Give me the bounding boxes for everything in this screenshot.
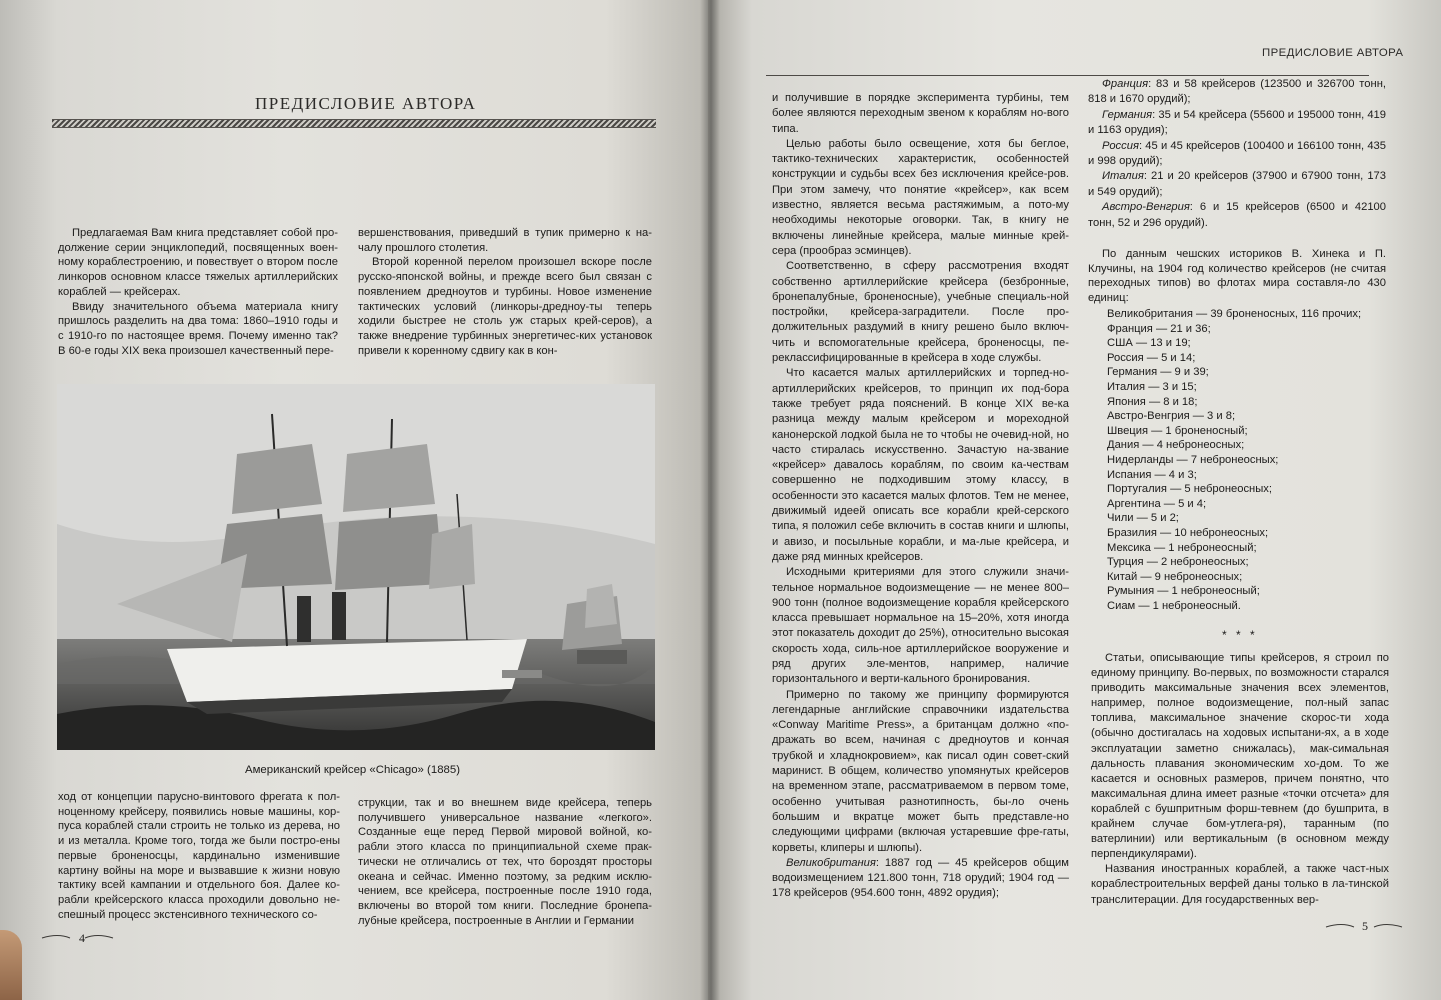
paragraph: Ввиду значительного объема материала книгу пришлось разделить на два тома: 1860–1910 годы и с 1910-го по настоящее время. Почему именно так? В 60-е годы XIX века произошел качественный пере- <box>58 300 338 357</box>
stat-row <box>1088 77 1386 108</box>
paragraph: Что касается малых артиллерийских и торпед-но-артиллерийских крейсеров, то принцип их под-бора также требует ряда пояснений. В конце XIX ве-ка разница между малым крейсером и мореходной канонерской лодкой была не то чтобы не очевид-ной, но часто стиралась искусственно. Зачастую на-звание «крейсер» давалось кораблям, по своим ка-чествам совершенно не подходившим этому классу, в особенности это касается малых флотов. Тем не менее, движимый идеей описать все корабли крей-серского типа, я положил себе включить в состав книги и шлюпы, и авизо, и посыльные корабли, и ма-лые крейсера, и даже ряд минных крейсеров. <box>772 367 1069 563</box>
list-item: Бразилия — 10 небронеосных; <box>1107 526 1269 539</box>
country-label: Германия <box>1102 108 1153 121</box>
country-label: Австро-Венгрия <box>1102 201 1190 214</box>
page-number: 4 <box>79 931 85 945</box>
fleet-statistics <box>1088 77 1386 231</box>
sailing-cruiser-drawing <box>57 384 655 750</box>
paragraph: ход от концепции парусно-винтового фрегата к пол-ноценному крейсеру, появились новые машины, кор-пуса кораблей стали строить не только из дерева, но и из металла. Кроме того, тогда же были постро-ены первые броненосцы, кардинально изменившие картину войны на море и вызвавшие к жизни новую тактику всей кампании и отдельного боя. Далее ко-рабли крейсерского класса проходили довольно не-спешный процесс экстенсивного технического со- <box>58 791 340 921</box>
stat-text: : 45 и 45 крейсеров (100400 и 166100 тонн, 435 и 998 орудий); <box>1088 139 1386 168</box>
country-label: Россия <box>1102 139 1139 152</box>
paragraph: Названия иностранных кораблей, а также част-ных кораблестроительных верфей даны только в ла-тинской транслитерации. Для государственных вер- <box>1091 863 1389 906</box>
paragraph: и получившие в порядке эксперимента турбины, тем более являются переходным звеном к кораблям но-вого типа. <box>772 92 1069 135</box>
czech-intro <box>1088 247 1386 306</box>
right-column-2-end <box>1091 651 1389 908</box>
list-item: Турция — 2 небронеосных; <box>1107 556 1249 569</box>
list-item: Румыния — 1 небронеосный; <box>1107 585 1260 598</box>
list-item: Аргентина — 5 и 4; <box>1107 497 1207 510</box>
stat-text: : 1887 год — 45 крейсеров общим водоизмещением 121.800 тонн, 718 орудий; 1904 год — 178 крейсеров (954.600 тонн, 4892 орудия); <box>772 856 1069 900</box>
stat-gb <box>772 856 1069 902</box>
paragraph: струкции, так и во внешнем виде крейсера, теперь получившего универсальное название «легкого». Созданные еще перед Первой мировой войной, ко-рабли этого класса по принципиальной схеме прак-тически не отличались от тех, что бороздят просторы океана и сейчас. Именно поэтому, за редким исклю-чением, все крейсера, построенные после 1910 года, включены во второй том книги. Последние бронепа-лубные крейсера, построенные в Англии и Германии <box>358 797 652 927</box>
list-item: Германия — 9 и 39; <box>1107 366 1209 379</box>
list-item: Австро-Венгрия — 3 и 8; <box>1107 410 1236 423</box>
left-column-2-top <box>358 226 652 358</box>
stat-row <box>1088 139 1386 170</box>
paragraph: По данным чешских историков В. Хинека и П. Клучины, на 1904 год количество крейсеров (не считая переходных типов) во флотах мира составля-ло 430 единиц: <box>1088 248 1386 305</box>
fleet-list <box>1107 307 1361 613</box>
paragraph: Статьи, описывающие типы крейсеров, я строил по единому принципу. Во-первых, по возможности старался приводить максимальные значения всех элементов, например, полное водоизмещение, пол-ный запас топлива, максимальное значение скорос-ти хода (обычно достигалась на ходовых испытани-ях, а в ходе эксплуатации заметно снижалась), мак-симальная дальность плавания экономическим хо-дом. То же касается и основных размеров, причем понятно, что максимальная длина имеет разные «точки отсчета» для кораблей с бушпритным форш-тевнем (до бушприта, в крайнем случае бом-утлега-ря), таранным (по ватерлинии) или вертикальным (в основном между перпендикулярами). <box>1091 652 1389 861</box>
paragraph: Целью работы было освещение, хотя бы беглое, тактико-технических характеристик, особенностей конструкции и судьбы всех без исключения крейсе-ров. При этом замечу, что понятие «крейсер», как всем известно, является весьма растяжимым, а пото-му необходимы некоторые оговорки. Так, в книгу не включены линейные крейсера, малые минные крей-сера (прообраз эсминцев). <box>772 137 1069 257</box>
list-item: Дания — 4 небронеосных; <box>1107 439 1245 452</box>
list-item: Япония — 8 и 18; <box>1107 395 1198 408</box>
stat-text: : 21 и 20 крейсеров (37900 и 67900 тонн, 173 и 549 орудий); <box>1088 170 1386 198</box>
stat-text: : 83 и 58 крейсеров (123500 и 326700 тонн, 818 и 1670 орудий); <box>1088 78 1386 106</box>
list-item: США — 13 и 19; <box>1107 337 1191 350</box>
stat-row <box>1088 108 1386 139</box>
paragraph: Второй коренной перелом произошел вскоре после русско-японской войны, и прежде всего был связан с появлением дредноутов и турбины. Новое изменение тактических условий (линкоры-дредноу-ты теперь ходили быстрее не столь уж старых крей-серов), а также внедрение турбинных энергетичес-ких установок привели к коренному сдвигу как в кон- <box>358 256 652 357</box>
thumb-holding-page <box>0 930 22 1000</box>
ship-illustration <box>57 384 655 750</box>
list-item: Нидерланды — 7 небронеосных; <box>1107 453 1279 466</box>
list-item: Франция — 21 и 36; <box>1107 322 1211 335</box>
paragraph: Предлагаемая Вам книга представляет собой про-должение серии энциклопедий, посвященных воен-ному кораблестроению, и повествует о втором после линкоров основном классе тяжелых артиллерийских кораблей — крейсерах. <box>58 227 338 298</box>
paragraph: Исходными критериями для этого служили значи-тельное нормальное водоизмещение — не менее 800–900 тонн (полное водоизмещение корабля крейсерского класса превышает нормальное на 15–20%, хотя иногда этот показатель доходит до 25%), относительно высокая скорость хода, силь-ное артиллерийское вооружение и ряд других эле-ментов, например, наличие горизонтального и верти-кального бронирования. <box>772 566 1069 686</box>
list-item: Великобритания — 39 броненосных, 116 прочих; <box>1107 308 1362 320</box>
stat-text: : 35 и 54 крейсера (55600 и 195000 тонн, 419 и 1163 орудия); <box>1088 108 1387 137</box>
section-separator: * * * <box>1222 628 1258 642</box>
stat-row <box>1088 169 1386 200</box>
left-column-2-bottom <box>358 796 652 928</box>
left-column-1-top <box>58 226 338 358</box>
paragraph: вершенствования, приведший в тупик примерно к на-чалу прошлого столетия. <box>358 227 652 254</box>
list-item: Китай — 9 небронеосных; <box>1107 570 1243 583</box>
right-column-1 <box>772 91 1069 902</box>
rope-divider <box>52 119 656 128</box>
list-item: Чили — 5 и 2; <box>1107 512 1179 525</box>
page-title: ПРЕДИСЛОВИЕ АВТОРА <box>255 94 477 113</box>
list-item: Испания — 4 и 3; <box>1107 468 1197 481</box>
list-item: Сиам — 1 небронеосный. <box>1107 599 1241 612</box>
list-item: Россия — 5 и 14; <box>1107 351 1196 364</box>
country-label: Великобритания <box>786 856 876 869</box>
list-item: Португалия — 5 небронеосных; <box>1107 483 1272 496</box>
paragraph: Соответственно, в сферу рассмотрения входят собственно артиллерийские крейсера (безбронные, бронепалубные, броненосные), учебные специаль-ной постройки, крейсера-заградители. После про-должительных раздумий в книгу решено было включ-чить и вспомогательные крейсера, броненосцы, пе-реклассифицированные в крейсера в ходе службы. <box>772 260 1069 365</box>
running-header: ПРЕДИСЛОВИЕ АВТОРА <box>1262 47 1404 59</box>
list-item: Мексика — 1 небронеосный; <box>1107 541 1257 554</box>
list-item: Италия — 3 и 15; <box>1107 380 1197 393</box>
paragraph: Примерно по такому же принципу формируются легендарные английские справочники издательства «Conway Maritime Press», а британцам должно «по-дражать во всем, начиная с дредноутов и кончая трубкой и хладнокровием», как писал один совет-ский маринист. В общем, количество упомянутых крейсеров на временном этапе, рассматриваемом в первом томе, особенно учитывая разнотипность, бы-ло очень большим и вкратце может быть представле-но следующими цифрами (включая устаревшие фре-гаты, корветы, клиперы и шлюпы). <box>772 688 1069 854</box>
country-label: Франция <box>1102 78 1149 90</box>
left-column-1-bottom <box>58 790 340 922</box>
header-rule <box>766 75 1369 76</box>
country-label: Италия <box>1102 170 1144 183</box>
photo-caption: Американский крейсер «Chicago» (1885) <box>245 764 460 776</box>
list-item: Швеция — 1 броненосный; <box>1107 424 1248 437</box>
stat-row <box>1088 200 1386 231</box>
page-number: 5 <box>1362 919 1368 933</box>
stat-text: : 6 и 15 крейсеров (6500 и 42100 тонн, 52 и 296 орудий). <box>1088 201 1386 229</box>
book-gutter <box>700 0 720 1000</box>
